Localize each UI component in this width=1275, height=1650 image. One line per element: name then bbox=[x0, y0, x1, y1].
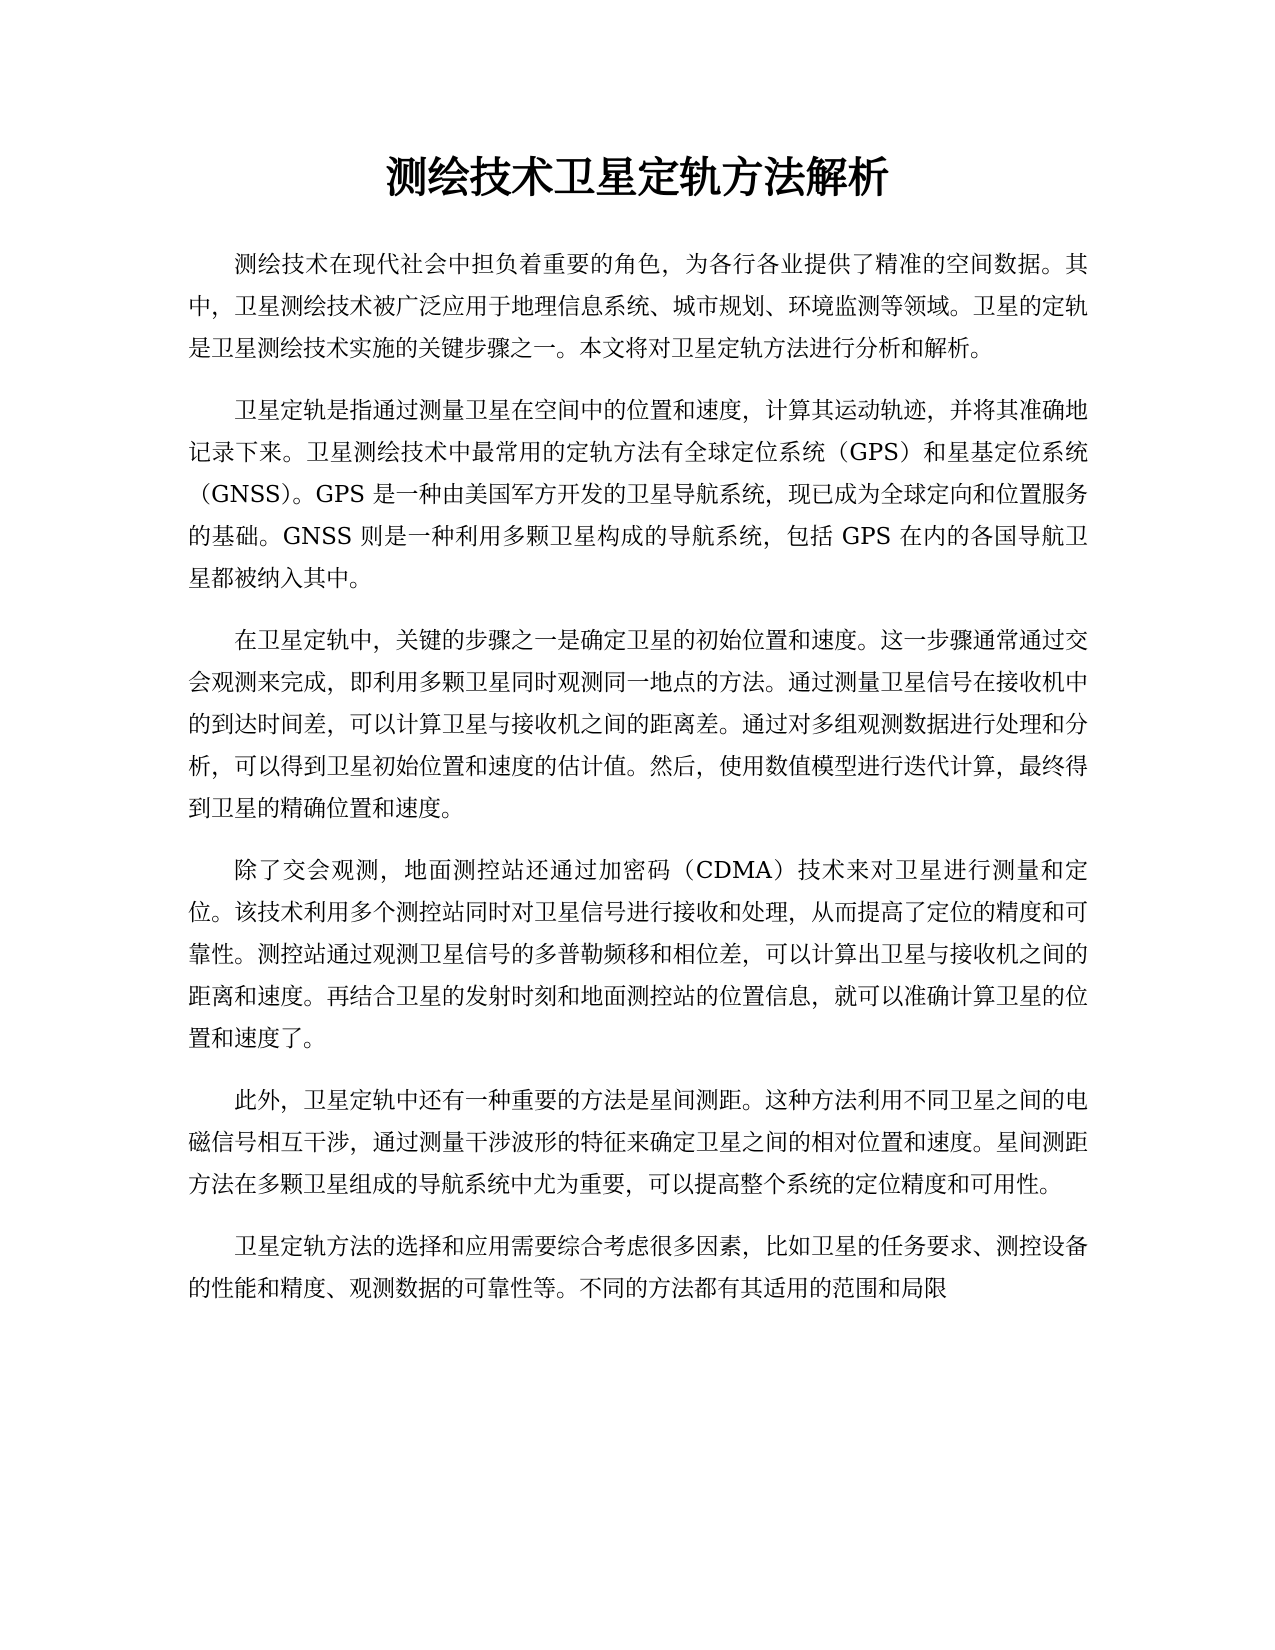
paragraph-1: 测绘技术在现代社会中担负着重要的角色，为各行各业提供了精准的空间数据。其中，卫星测绘技术被广泛应用于地理信息系统、城市规划、环境监测等领域。卫星的定轨是卫星测绘技术实施的关键步骤之一。本文将对卫星定轨方法进行分析和解析。 bbox=[188, 252, 1088, 362]
paragraph-5: 此外，卫星定轨中还有一种重要的方法是星间测距。这种方法利用不同卫星之间的电磁信号相互干涉，通过测量干涉波形的特征来确定卫星之间的相对位置和速度。星间测距方法在多颗卫星组成的导航系统中尤为重要，可以提高整个系统的定位精度和可用性。 bbox=[188, 1088, 1088, 1198]
paragraph-2: 卫星定轨是指通过测量卫星在空间中的位置和速度，计算其运动轨迹，并将其准确地记录下来。卫星测绘技术中最常用的定轨方法有全球定位系统（GPS）和星基定位系统（GNSS）。GPS 是一种由美国军方开发的卫星导航系统，现已成为全球定向和位置服务的基础。GNSS 则是一种利用多颗卫星构成的导航系统，包括 GPS 在内的各国导航卫星都被纳入其中。 bbox=[188, 398, 1088, 592]
paragraph-3: 在卫星定轨中，关键的步骤之一是确定卫星的初始位置和速度。这一步骤通常通过交会观测来完成，即利用多颗卫星同时观测同一地点的方法。通过测量卫星信号在接收机中的到达时间差，可以计算卫星与接收机之间的距离差。通过对多组观测数据进行处理和分析，可以得到卫星初始位置和速度的估计值。然后，使用数值模型进行迭代计算，最终得到卫星的精确位置和速度。 bbox=[188, 628, 1088, 822]
paragraph-4: 除了交会观测，地面测控站还通过加密码（CDMA）技术来对卫星进行测量和定位。该技术利用多个测控站同时对卫星信号进行接收和处理，从而提高了定位的精度和可靠性。测控站通过观测卫星信号的多普勒频移和相位差，可以计算出卫星与接收机之间的距离和速度。再结合卫星的发射时刻和地面测控站的位置信息，就可以准确计算卫星的位置和速度了。 bbox=[188, 858, 1088, 1052]
document-title: 测绘技术卫星定轨方法解析 bbox=[385, 153, 890, 202]
document-body bbox=[188, 244, 1088, 1330]
paragraph-6: 卫星定轨方法的选择和应用需要综合考虑很多因素，比如卫星的任务要求、测控设备的性能和精度、观测数据的可靠性等。不同的方法都有其适用的范围和局限 bbox=[188, 1234, 1088, 1302]
